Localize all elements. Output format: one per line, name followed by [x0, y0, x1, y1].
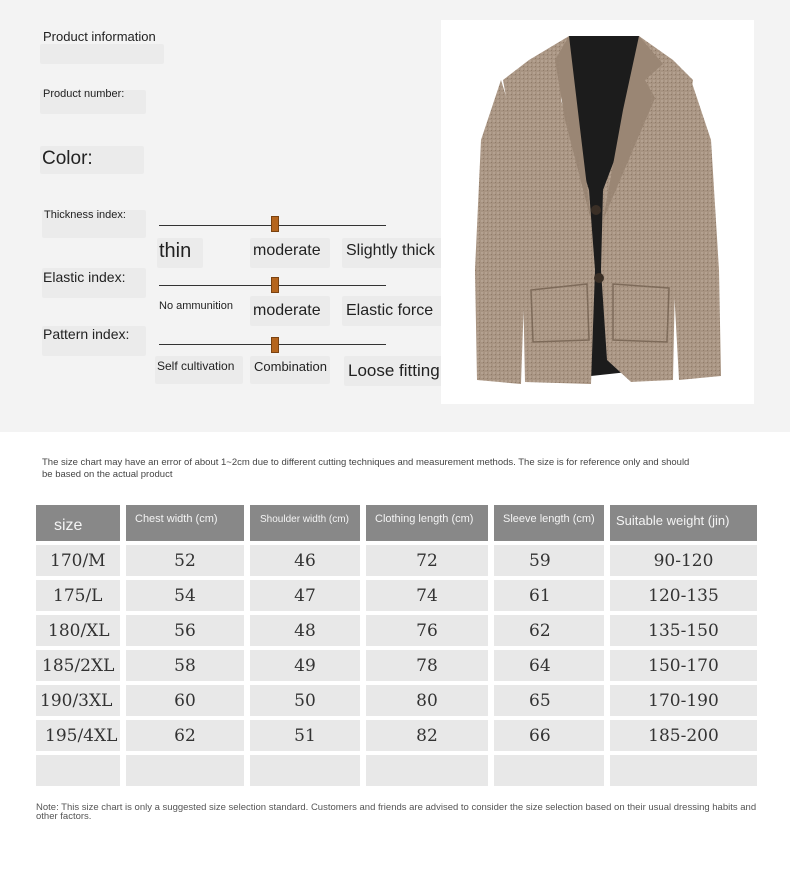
thickness-option-thin: thin	[159, 240, 192, 262]
header-chest-width: Chest width (cm)	[126, 505, 244, 541]
elastic-index-label: Elastic index:	[43, 269, 126, 285]
pattern-option-combination: Combination	[254, 359, 327, 374]
cell-shoulder: 48	[250, 615, 360, 646]
thickness-option-thick: Slightly thick	[346, 242, 435, 259]
pattern-option-loose: Loose fitting	[348, 361, 440, 380]
header-size: size	[36, 505, 120, 541]
cell-chest: 54	[126, 580, 244, 611]
size-chart-disclaimer: The size chart may have an error of about 1~2cm due to different cutting techniques and measurement methods. The size is for reference only and should be based on the actual product	[42, 457, 690, 480]
elastic-option-none: No ammunition	[159, 300, 233, 312]
thickness-marker	[271, 216, 279, 232]
cell-clothing-length: 78	[366, 650, 488, 681]
cell-size: 195/4XL	[36, 720, 120, 751]
jacket-button-bottom	[594, 273, 604, 283]
pattern-option-self-cultivation: Self cultivation	[157, 359, 235, 373]
cell-size: 185/2XL	[36, 650, 120, 681]
cell-size: 175/L	[36, 580, 120, 611]
thickness-option-moderate: moderate	[253, 242, 321, 259]
cell-sleeve: 59	[494, 545, 604, 576]
cell-sleeve: 64	[494, 650, 604, 681]
cell-sleeve: 66	[494, 720, 604, 751]
blazer-illustration	[441, 20, 754, 404]
cell-shoulder: 47	[250, 580, 360, 611]
elastic-option-moderate: moderate	[253, 302, 321, 319]
cell-shoulder: 46	[250, 545, 360, 576]
header-suitable-weight: Suitable weight (jin)	[610, 505, 757, 541]
color-label: Color:	[42, 148, 93, 169]
pattern-index-label: Pattern index:	[43, 326, 130, 342]
header-sleeve-length: Sleeve length (cm)	[494, 505, 604, 541]
cell-size: 190/3XL	[36, 685, 120, 716]
cell-sleeve: 61	[494, 580, 604, 611]
cell-sleeve: 62	[494, 615, 604, 646]
label-shadow	[40, 44, 164, 64]
product-photo	[441, 20, 754, 404]
elastic-option-force: Elastic force	[346, 302, 434, 319]
size-chart-note: Note: This size chart is only a suggested size selection standard. Customers and friends are advised to consider the size selection based on their usual dressing habits and other factors.	[36, 802, 757, 822]
cell-chest: 58	[126, 650, 244, 681]
cell-clothing-length: 72	[366, 545, 488, 576]
elastic-marker	[271, 277, 279, 293]
cell-weight: 135-150	[610, 615, 757, 646]
cell-chest: 60	[126, 685, 244, 716]
cell-chest: 62	[126, 720, 244, 751]
product-info-panel	[0, 0, 790, 432]
cell-sleeve: 65	[494, 685, 604, 716]
cell-clothing-length: 80	[366, 685, 488, 716]
cell-shoulder	[250, 755, 360, 786]
cell-chest: 52	[126, 545, 244, 576]
pattern-marker	[271, 337, 279, 353]
cell-clothing-length: 76	[366, 615, 488, 646]
jacket-button-top	[591, 205, 601, 215]
header-clothing-length: Clothing length (cm)	[366, 505, 488, 541]
cell-size: 180/XL	[36, 615, 120, 646]
cell-shoulder: 51	[250, 720, 360, 751]
cell-size: 170/M	[36, 545, 120, 576]
cell-weight: 150-170	[610, 650, 757, 681]
cell-chest	[126, 755, 244, 786]
header-shoulder-width: Shoulder width (cm)	[250, 505, 360, 541]
cell-weight: 185-200	[610, 720, 757, 751]
cell-clothing-length: 74	[366, 580, 488, 611]
cell-shoulder: 49	[250, 650, 360, 681]
cell-weight: 90-120	[610, 545, 757, 576]
cell-weight: 120-135	[610, 580, 757, 611]
cell-size	[36, 755, 120, 786]
product-number-label: Product number:	[43, 88, 125, 100]
cell-weight	[610, 755, 757, 786]
cell-chest: 56	[126, 615, 244, 646]
cell-clothing-length	[366, 755, 488, 786]
thickness-index-label: Thickness index:	[44, 209, 126, 221]
cell-clothing-length: 82	[366, 720, 488, 751]
cell-sleeve	[494, 755, 604, 786]
product-info-title: Product information	[43, 29, 156, 44]
cell-weight: 170-190	[610, 685, 757, 716]
cell-shoulder: 50	[250, 685, 360, 716]
